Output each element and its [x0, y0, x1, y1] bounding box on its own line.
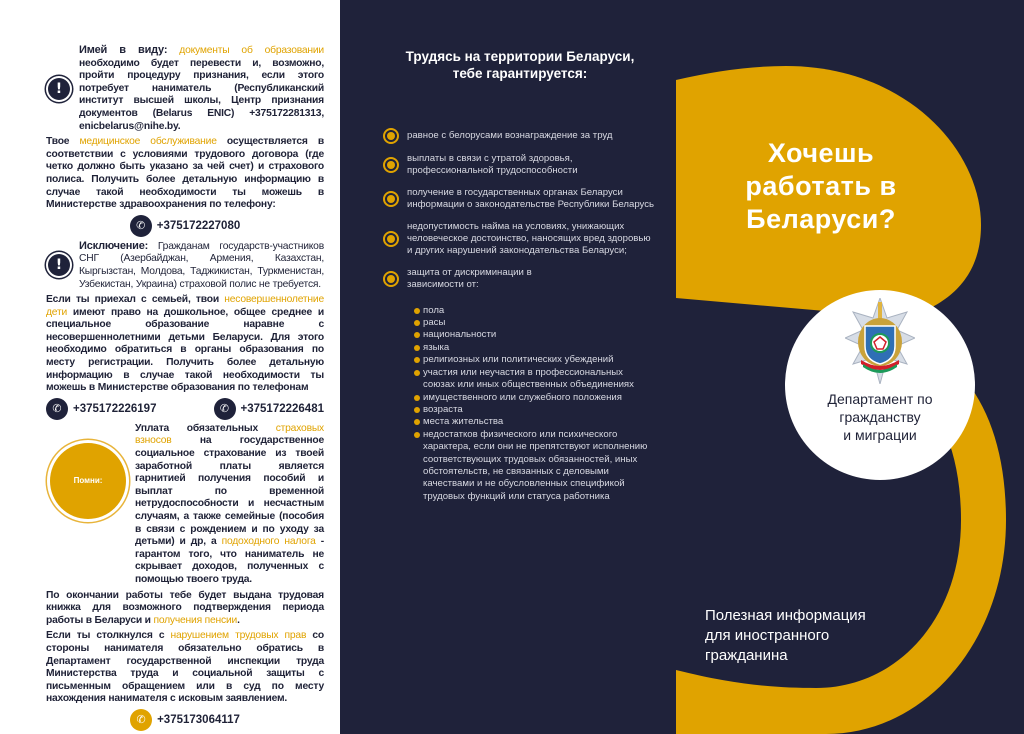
phone-education-1[interactable]: [46, 398, 156, 420]
list-item-text: участия или неучастия в профессиональных союзах или иных общественных объединениях: [423, 366, 634, 391]
note-lead: Исключение:: [79, 239, 149, 252]
paragraph-text: Если ты столкнулся с: [46, 630, 165, 642]
subtitle-line: Полезная информация: [705, 607, 866, 624]
list-item: [414, 367, 657, 392]
subtitle-line: гражданина: [705, 647, 788, 664]
list-item: [414, 392, 657, 404]
department-line: Департамент по: [827, 391, 933, 407]
phone-medical[interactable]: [130, 215, 240, 237]
cover-title: [706, 137, 936, 236]
paragraph-text: осуществляется в соответствии с условиями трудового договора (где четко должно быть указано за чей счет) и страхового полиса. Получить более детальную информацию в случае такой необходимости ты можешь в Министерстве здравоохранения по телефону:: [46, 136, 324, 211]
list-item: [414, 305, 657, 317]
list-item: [414, 404, 657, 416]
list-item-text: имущественного или служебного положения: [423, 391, 622, 403]
title-line: Беларуси?: [746, 204, 896, 234]
highlight-text: несовершеннолетние дети: [46, 294, 324, 318]
middle-column: [383, 48, 657, 503]
exclamation-icon: !: [46, 252, 72, 278]
exclamation-icon: !: [46, 76, 72, 102]
children-paragraph: [46, 294, 324, 395]
highlight-text: медицинское обслуживание: [79, 136, 217, 148]
bullet-dot-icon: [414, 432, 420, 438]
phone-icon: ✆: [46, 398, 68, 420]
note-lead: Имей в виду:: [79, 44, 168, 56]
note-documents-text: [79, 44, 324, 133]
guarantee-item: защита от дискриминации в зависимости от:: [407, 266, 532, 291]
phone-row-labor: [46, 709, 324, 731]
medical-paragraph: [46, 136, 324, 212]
bullet-dot-icon: [414, 345, 420, 351]
phone-number: +375172226197: [73, 402, 157, 415]
highlight-text: нарушением трудовых прав: [170, 630, 307, 642]
note-body: необходимо будет перевести и, возможно, пройти процедуру признания, если этого потребует наниматель (Республиканский институт высшей школы, Центр признания документов (Belarus ENIC) +375172281313, enicbelarus@nihe.by.: [79, 57, 324, 132]
remember-label: Помни:: [73, 476, 103, 486]
note-exception-text: [79, 240, 324, 291]
bullet-dot-icon: [414, 357, 420, 363]
paragraph-text: на государственное социальное страхование из твоей заработной платы является гарнитией получения пособий и выплат по временной нетрудоспособности и несчастным случаям, а также семейные (пособия в связи с рождением и по уходу за детьми) и др, а: [135, 435, 324, 548]
subtitle-line: для иностранного: [705, 627, 830, 644]
phone-number: +375172226481: [240, 402, 324, 415]
paragraph-text: имеют право на дошкольное, общее среднее и специальное образование наравне с несовершеннолетними детьми Беларуси. Для этого необходимо обратиться в органы образования по месту регистрации. Получить более детальную информацию в случае такой необходимости ты можешь в Министерстве образования по телефонам: [46, 306, 324, 394]
list-item-text: расы: [423, 317, 446, 329]
paragraph-text: со стороны нанимателя обязательно обратись в Департамент государственной инспекции труда Министерства труда и социальной защиты с письменным обращением или в суд по месту нахождения нанимателя с исковым заявлением.: [46, 630, 324, 705]
paragraph-text: Уплата обязательных: [135, 422, 258, 434]
insurance-block: [46, 423, 324, 587]
list-item-text: возраста: [423, 403, 463, 415]
highlight-text: страховых взносов: [135, 422, 324, 447]
bullet-icon: [383, 191, 399, 207]
left-column: [46, 44, 324, 731]
discrimination-list: [414, 305, 657, 504]
paragraph-text: По окончании работы тебе будет выдана трудовая книжка для возможного подтверждения периода работы в Беларуси и: [46, 589, 324, 626]
highlight-text: документы об образовании: [179, 45, 324, 56]
title-line: Хочешь: [767, 138, 875, 168]
department-name: [795, 390, 965, 444]
guarantee-row: [383, 221, 657, 258]
phone-icon: ✆: [214, 398, 236, 420]
list-item-text: языка: [423, 341, 450, 353]
heading-line: Трудясь на территории Беларуси,: [405, 49, 635, 64]
list-item: [414, 416, 657, 428]
bullet-icon: [383, 271, 399, 287]
remember-badge: [50, 443, 126, 519]
list-item: [414, 342, 657, 354]
guarantee-row: [383, 128, 657, 144]
heading-line: тебе гарантируется:: [452, 66, 588, 81]
insurance-paragraph: [135, 423, 324, 587]
note-documents: [46, 44, 324, 133]
department-line: гражданству: [839, 409, 921, 425]
list-item-text: национальности: [423, 329, 497, 341]
guarantees-heading: [363, 48, 677, 82]
list-item: [414, 354, 657, 366]
list-item: [414, 429, 657, 503]
guarantee-item: выплаты в связи с утратой здоровья, профессиональной трудоспособности: [407, 153, 578, 177]
highlight-text: получения пенсии: [153, 614, 238, 626]
bullet-dot-icon: [414, 308, 420, 314]
bullet-dot-icon: [414, 395, 420, 401]
bullet-dot-icon: [414, 370, 420, 376]
violation-paragraph: [46, 630, 324, 706]
note-exception: [46, 240, 324, 291]
workbook-paragraph: [46, 590, 324, 628]
cover-subtitle: [705, 606, 925, 666]
guarantee-row: [383, 187, 657, 212]
phone-row-medical: [46, 215, 324, 237]
phone-number: +375172227080: [156, 219, 241, 232]
paragraph-text: .: [237, 614, 240, 626]
paragraph-text: - гарантом того, что наниматель не скрывает доходов, полученных с помощью твоего труда.: [135, 536, 324, 585]
bullet-dot-icon: [414, 320, 420, 326]
list-item-text: недостатков физического или психического характера, если они не препятствуют исполнению соответствующих трудовых обязанностей, иных обстоятельств, не связанных с деловыми качествами и не обусловленных спецификой трудовых функций или статуса работника: [423, 428, 648, 502]
list-item: [414, 329, 657, 341]
list-item-text: пола: [423, 304, 445, 316]
guarantee-item: недопустимость найма на условиях, унижающих человеческое достоинство, наносящих вред здоровью и других нарушений законодательства Беларуси;: [407, 220, 651, 257]
guarantee-item: равное с белорусами вознаграждение за труд: [407, 129, 613, 141]
title-line: работать в: [745, 171, 897, 201]
phone-number: +375173064117: [157, 713, 240, 726]
phone-icon: ✆: [130, 215, 152, 237]
bullet-icon: [383, 231, 399, 247]
list-item-text: религиозных или политических убеждений: [423, 354, 614, 366]
bullet-icon: [383, 128, 399, 144]
phone-icon: ✆: [130, 709, 152, 731]
paragraph-text: Твое: [46, 136, 70, 148]
department-emblem-icon: [845, 298, 915, 384]
highlight-text: подоходного налога: [221, 536, 316, 548]
note-body: Гражданам государств-участников СНГ (Азербайджан, Армения, Казахстан, Кыргызстан, Молдова, Таджикистан, Туркменистан, Узбекистан, Украина) страховой полис не требуется.: [79, 240, 324, 290]
guarantee-row: [383, 267, 657, 292]
phone-labor-inspection[interactable]: [130, 709, 240, 731]
phone-education-2[interactable]: [214, 398, 324, 420]
bullet-dot-icon: [414, 419, 420, 425]
list-item-text: места жительства: [423, 416, 504, 428]
bullet-dot-icon: [414, 407, 420, 413]
guarantee-item: получение в государственных органах Беларуси информации о законодательстве Республики Беларусь: [407, 186, 655, 211]
phone-row-education: [46, 398, 324, 420]
department-line: и миграции: [843, 427, 917, 443]
bullet-dot-icon: [414, 332, 420, 338]
paragraph-text: Если ты приехал с семьей, твои: [46, 294, 219, 306]
guarantee-row: [383, 153, 657, 178]
bullet-icon: [383, 157, 399, 173]
list-item: [414, 317, 657, 329]
